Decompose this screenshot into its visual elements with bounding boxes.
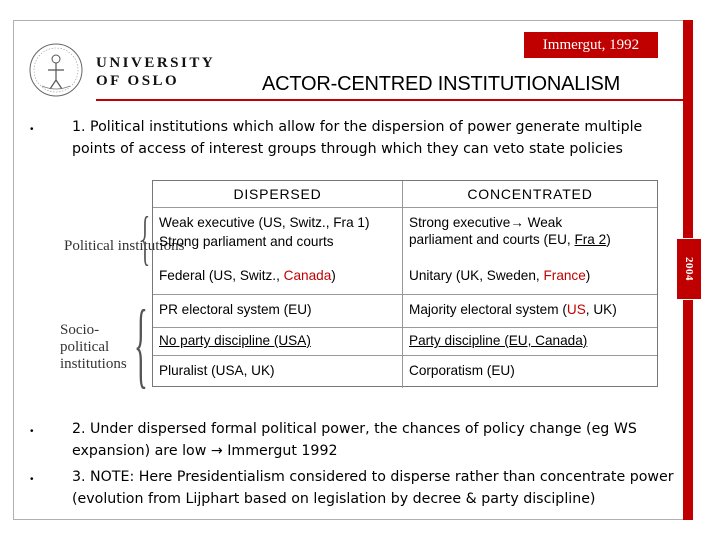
- row-label-political: Political institutions: [64, 238, 185, 254]
- university-seal-icon: [28, 42, 84, 98]
- strong-executive-text: Strong executive: [409, 215, 511, 230]
- year-label: 2004: [676, 238, 702, 300]
- weak-executive-line1: Weak executive (US, Switz., Fra 1): [159, 215, 370, 230]
- institutions-table: [152, 180, 658, 387]
- cell-party-discipline: Party discipline (EU, Canada): [409, 333, 588, 348]
- bullet-dot: •: [30, 124, 34, 135]
- row-divider: [153, 327, 657, 328]
- cell-strong-executive: [403, 215, 617, 247]
- france-text: France: [543, 268, 586, 283]
- weak-executive-line2: Strong parliament and courts: [159, 234, 334, 249]
- fra2-text: Fra 2: [574, 232, 607, 247]
- cell-federal: [153, 268, 342, 283]
- unitary-close-text: ): [585, 268, 591, 283]
- cell-pluralist: Pluralist (USA, UK): [159, 363, 275, 378]
- cell-majority-electoral: [403, 302, 623, 317]
- cell-weak-executive: [153, 215, 376, 249]
- point-1: 1. Political institutions which allow for the dispersion of power generate multiple points of access of interest groups through which they can veto state policies: [72, 119, 643, 157]
- bullet-dot: •: [30, 474, 34, 485]
- brace-sociopolitical: {: [134, 290, 148, 397]
- university-name-line1: UNIVERSITY: [96, 55, 216, 71]
- slide-title: ACTOR-CENTRED INSTITUTIONALISM: [262, 73, 621, 95]
- close-paren-text: ): [606, 232, 611, 247]
- federal-text: Federal (US, Switz.,: [159, 268, 284, 283]
- us-text: US: [566, 302, 586, 317]
- column-divider: [402, 181, 403, 388]
- university-name-line2: OF OSLO: [96, 73, 180, 89]
- majority-close-text: , UK): [585, 302, 617, 317]
- right-arrow-icon: →: [510, 215, 524, 230]
- title-rule: [96, 99, 684, 101]
- cell-corporatism: Corporatism (EU): [409, 363, 515, 378]
- unitary-text: Unitary (UK, Sweden,: [409, 268, 544, 283]
- bullet-dot: •: [30, 426, 34, 437]
- parliament-courts-text: parliament and courts (EU,: [409, 232, 575, 247]
- brace-political: {: [140, 205, 151, 271]
- row-divider: [153, 207, 657, 208]
- row-divider: [153, 355, 657, 356]
- majority-text: Majority electoral system (: [409, 302, 567, 317]
- cell-pr-electoral: PR electoral system (EU): [159, 302, 312, 317]
- cell-no-party-discipline: No party discipline (USA): [159, 333, 311, 348]
- row-label-sociopolitical: Socio-political institutions: [60, 322, 127, 372]
- university-name: [96, 54, 215, 90]
- citation-badge: Immergut, 1992: [524, 32, 658, 58]
- canada-text: Canada: [283, 268, 332, 283]
- weak-text: Weak: [523, 215, 563, 230]
- point-3: 3. NOTE: Here Presidentialism considered to disperse rather than concentrate power (evolution from Lijphart based on legislation by decree & party discipline): [72, 469, 674, 507]
- cell-unitary: [403, 268, 596, 283]
- header-concentrated: CONCENTRATED: [467, 186, 593, 202]
- header-dispersed: DISPERSED: [233, 186, 322, 202]
- federal-close-text: ): [331, 268, 336, 283]
- point-2: 2. Under dispersed formal political power, the chances of policy change (eg WS expansion) are low → Immergut 1992: [72, 421, 637, 459]
- row-divider: [153, 294, 657, 295]
